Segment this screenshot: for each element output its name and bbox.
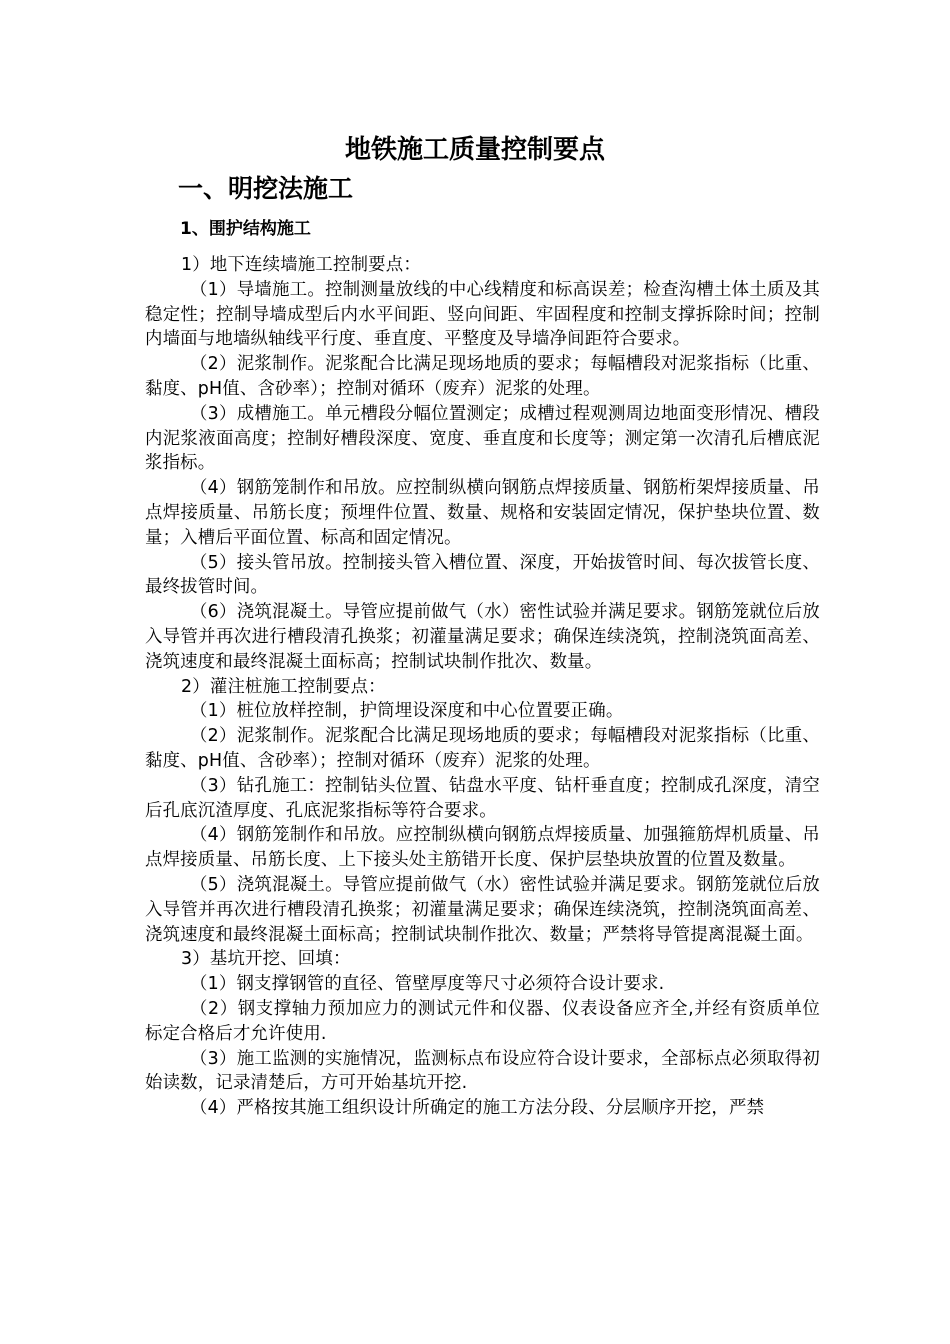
paragraph: （4）钢筋笼制作和吊放。应控制纵横向钢筋点焊接质量、钢筋桁架焊接质量、吊点焊接质量、吊筋长度；预埋件位置、数量、规格和安装固定情况，保护垫块位置、数量；入槽后平面位置、标高和固定情况。 — [145, 478, 820, 548]
paragraph: （3）钻孔施工：控制钻头位置、钻盘水平度、钻杆垂直度；控制成孔深度，清空后孔底沉渣厚度、孔底泥浆指标等符合要求。 — [145, 775, 820, 821]
paragraph: （4）钢筋笼制作和吊放。应控制纵横向钢筋点焊接质量、加强箍筋焊机质量、吊点焊接质量、吊筋长度、上下接头处主筋错开长度、保护层垫块放置的位置及数量。 — [145, 825, 820, 871]
subsection-heading: 1、围护结构施工 — [180, 219, 311, 239]
paragraph: （5）接头管吊放。控制接头管入槽位置、深度，开始拔管时间、每次拔管长度、最终拔管时间。 — [145, 552, 820, 598]
paragraph: （5）浇筑混凝土。导管应提前做气（水）密性试验并满足要求。钢筋笼就位后放入导管并再次进行槽段清孔换浆；初灌量满足要求；确保连续浇筑，控制浇筑面高差、浇筑速度和最终混凝土面标高；控制试块制作批次、数量；严禁将导管提离混凝土面。 — [145, 874, 820, 945]
document-body — [145, 253, 820, 1121]
paragraph: （3）施工监测的实施情况，监测标点布设应符合设计要求，全部标点必须取得初始读数，记录清楚后，方可开始基坑开挖. — [145, 1048, 820, 1094]
paragraph: （1）导墙施工。控制测量放线的中心线精度和标高误差；检查沟槽土体土质及其稳定性；控制导墙成型后内水平间距、竖向间距、牢固程度和控制支撑拆除时间；控制内墙面与地墙纵轴线平行度、垂直度、平整度及导墙净间距符合要求。 — [145, 279, 820, 350]
paragraph: （2）泥浆制作。泥浆配合比满足现场地质的要求；每幅槽段对泥浆指标（比重、黏度、pH值、含砂率）；控制对循环（废弃）泥浆的处理。 — [145, 726, 820, 771]
paragraph: （1）桩位放样控制，护筒埋设深度和中心位置要正确。 — [190, 701, 624, 722]
paragraph: （3）成槽施工。单元槽段分幅位置测定；成槽过程观测周边地面变形情况、槽段内泥浆液面高度；控制好槽段深度、宽度、垂直度和长度等；测定第一次清孔后槽底泥浆指标。 — [145, 403, 820, 474]
paragraph: （4）严格按其施工组织设计所确定的施工方法分段、分层顺序开挖，严禁 — [190, 1098, 765, 1119]
subheading-item: 2）灌注桩施工控制要点： — [181, 676, 386, 697]
subheading-item: 1）地下连续墙施工控制要点： — [181, 255, 421, 275]
section-heading: 一、明挖法施工 — [178, 174, 354, 203]
paragraph: （6）浇筑混凝土。导管应提前做气（水）密性试验并满足要求。钢筋笼就位后放入导管并再次进行槽段清孔换浆；初灌量满足要求；确保连续浇筑，控制浇筑面高差、浇筑速度和最终混凝土面标高；控制试块制作批次、数量。 — [145, 602, 820, 672]
paragraph: （2）钢支撑轴力预加应力的测试元件和仪器、仪表设备应齐全,并经有资质单位标定合格后才允许使用. — [145, 998, 820, 1044]
subheading-item: 3）基坑开挖、回填： — [181, 949, 351, 970]
paragraph: （1）钢支撑钢管的直径、管壁厚度等尺寸必须符合设计要求. — [190, 974, 665, 995]
document-title: 地铁施工质量控制要点 — [344, 135, 605, 165]
paragraph: （2）泥浆制作。泥浆配合比满足现场地质的要求；每幅槽段对泥浆指标（比重、黏度、pH值、含砂率）；控制对循环（废弃）泥浆的处理。 — [145, 354, 820, 399]
